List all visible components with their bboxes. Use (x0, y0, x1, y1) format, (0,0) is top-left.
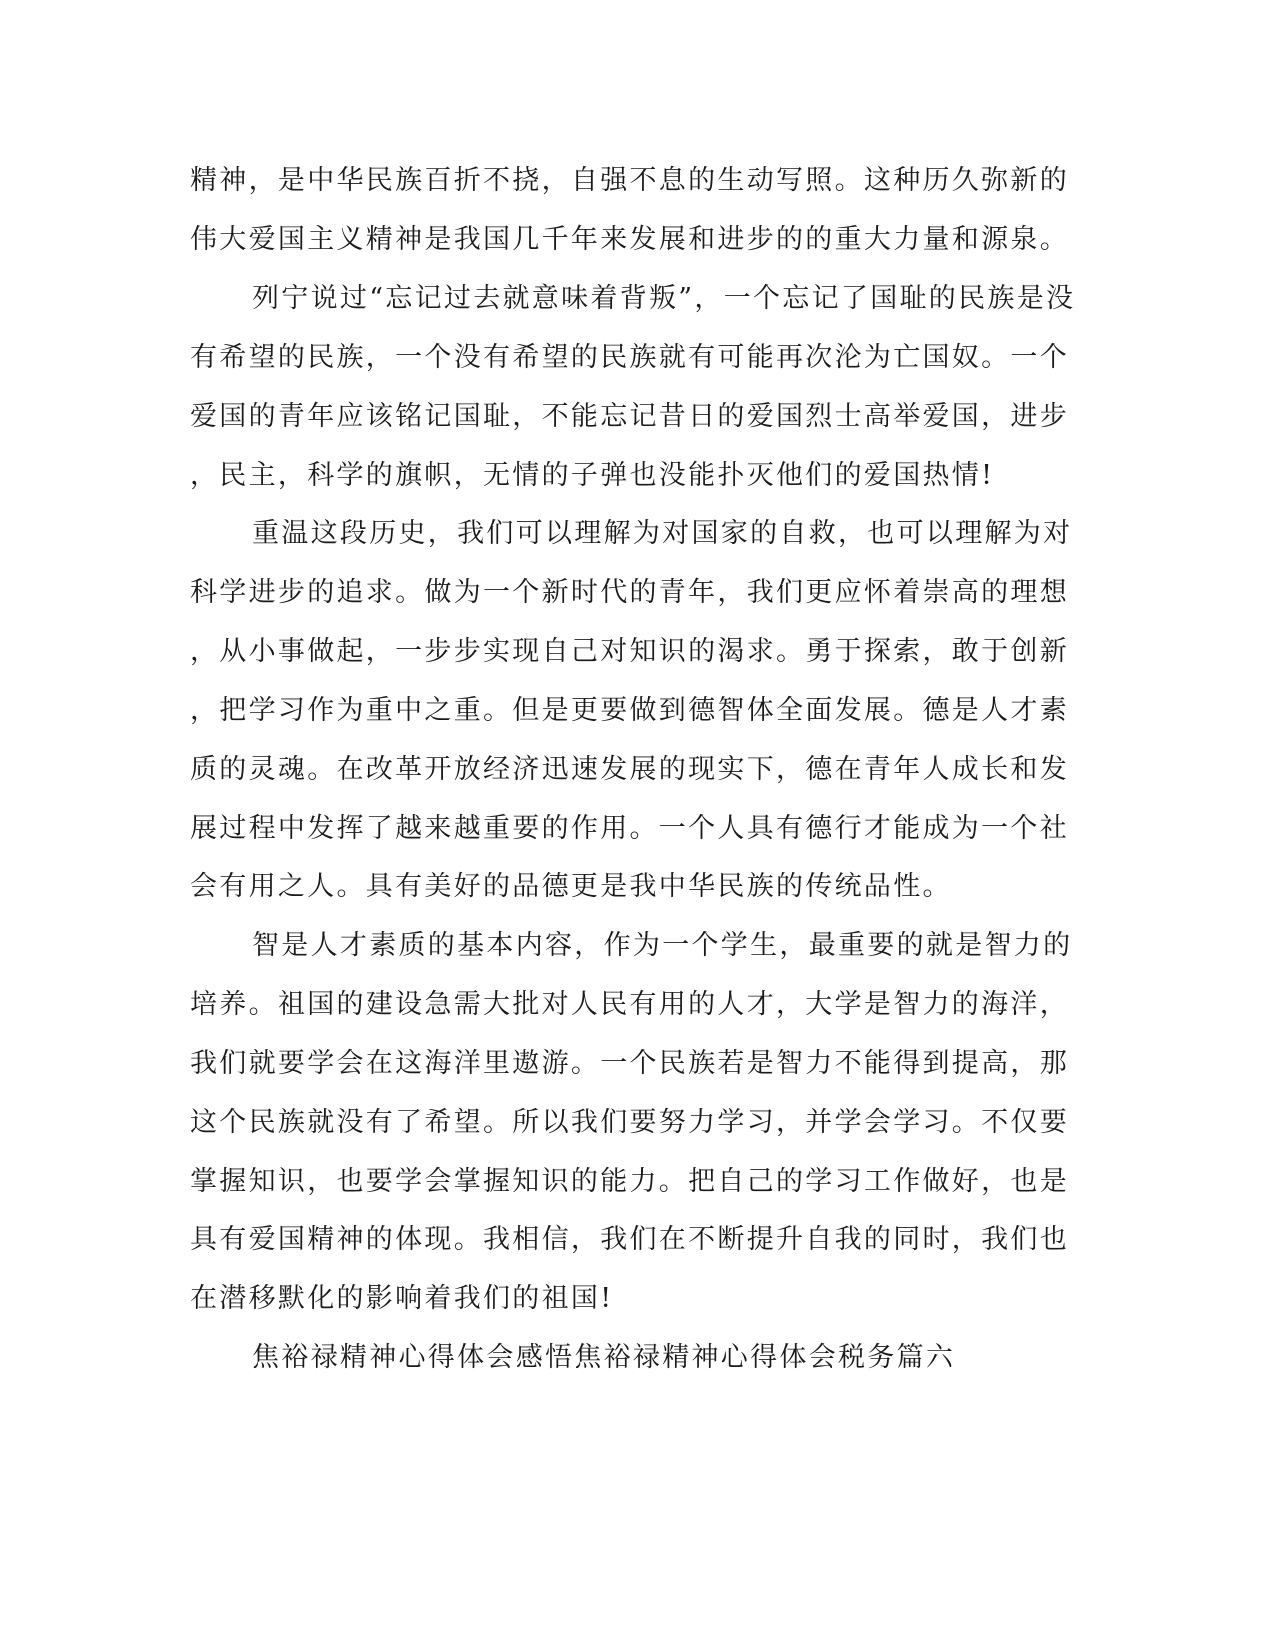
paragraph-lenin-quote-line: 有希望的民族，一个没有希望的民族就有可能再次沦为亡国奴。一个 (190, 342, 1069, 373)
paragraph-history-review-line: ，把学习作为重中之重。但是更要做到德智体全面发展。德是人才素 (190, 695, 1069, 726)
paragraph-intelligence-line: 培养。祖国的建设急需大批对人民有用的人才，大学是智力的海洋， (190, 989, 1069, 1020)
paragraph-lenin-quote-line: 爱国的青年应该铭记国耻，不能忘记昔日的爱国烈士高举爱国，进步 (190, 401, 1069, 432)
paragraph-patriotic-spirit-line: 精神，是中华民族百折不挠，自强不息的生动写照。这种历久弥新的 (190, 165, 1069, 196)
paragraph-patriotic-spirit-line: 伟大爱国主义精神是我国几千年来发展和进步的的重大力量和源泉。 (190, 224, 1069, 255)
paragraph-history-review-line: 质的灵魂。在改革开放经济迅速发展的现实下，德在青年人成长和发 (190, 754, 1069, 785)
paragraph-intelligence-line: 这个民族就没有了希望。所以我们要努力学习，并学会学习。不仅要 (190, 1107, 1069, 1138)
section-heading: 焦裕禄精神心得体会感悟焦裕禄精神心得体会税务篇六 (252, 1342, 956, 1373)
paragraph-history-review-line: 展过程中发挥了越来越重要的作用。一个人具有德行才能成为一个社 (190, 813, 1069, 844)
paragraph-history-review-line: ，从小事做起，一步步实现自己对知识的渴求。勇于探索，敢于创新 (190, 636, 1069, 667)
paragraph-intelligence-line: 我们就要学会在这海洋里遨游。一个民族若是智力不能得到提高，那 (190, 1048, 1069, 1079)
paragraph-lenin-quote-line: 列宁说过“忘记过去就意味着背叛”，一个忘记了国耻的民族是没 (252, 283, 1076, 314)
paragraph-lenin-quote-line: ，民主，科学的旗帜，无情的子弹也没能扑灭他们的爱国热情! (190, 460, 995, 491)
paragraph-history-review-line: 科学进步的追求。做为一个新时代的青年，我们更应怀着崇高的理想 (190, 577, 1069, 608)
paragraph-intelligence-line: 智是人才素质的基本内容，作为一个学生，最重要的就是智力的 (252, 930, 1073, 961)
paragraph-intelligence-line: 具有爱国精神的体现。我相信，我们在不断提升自我的同时，我们也 (190, 1224, 1069, 1255)
paragraph-intelligence-line: 在潜移默化的影响着我们的祖国! (190, 1283, 614, 1314)
paragraph-intelligence-line: 掌握知识，也要学会掌握知识的能力。把自己的学习工作做好，也是 (190, 1166, 1069, 1197)
paragraph-history-review-line: 会有用之人。具有美好的品德更是我中华民族的传统品性。 (190, 871, 952, 902)
paragraph-history-review-line: 重温这段历史，我们可以理解为对国家的自救，也可以理解为对 (252, 518, 1073, 549)
